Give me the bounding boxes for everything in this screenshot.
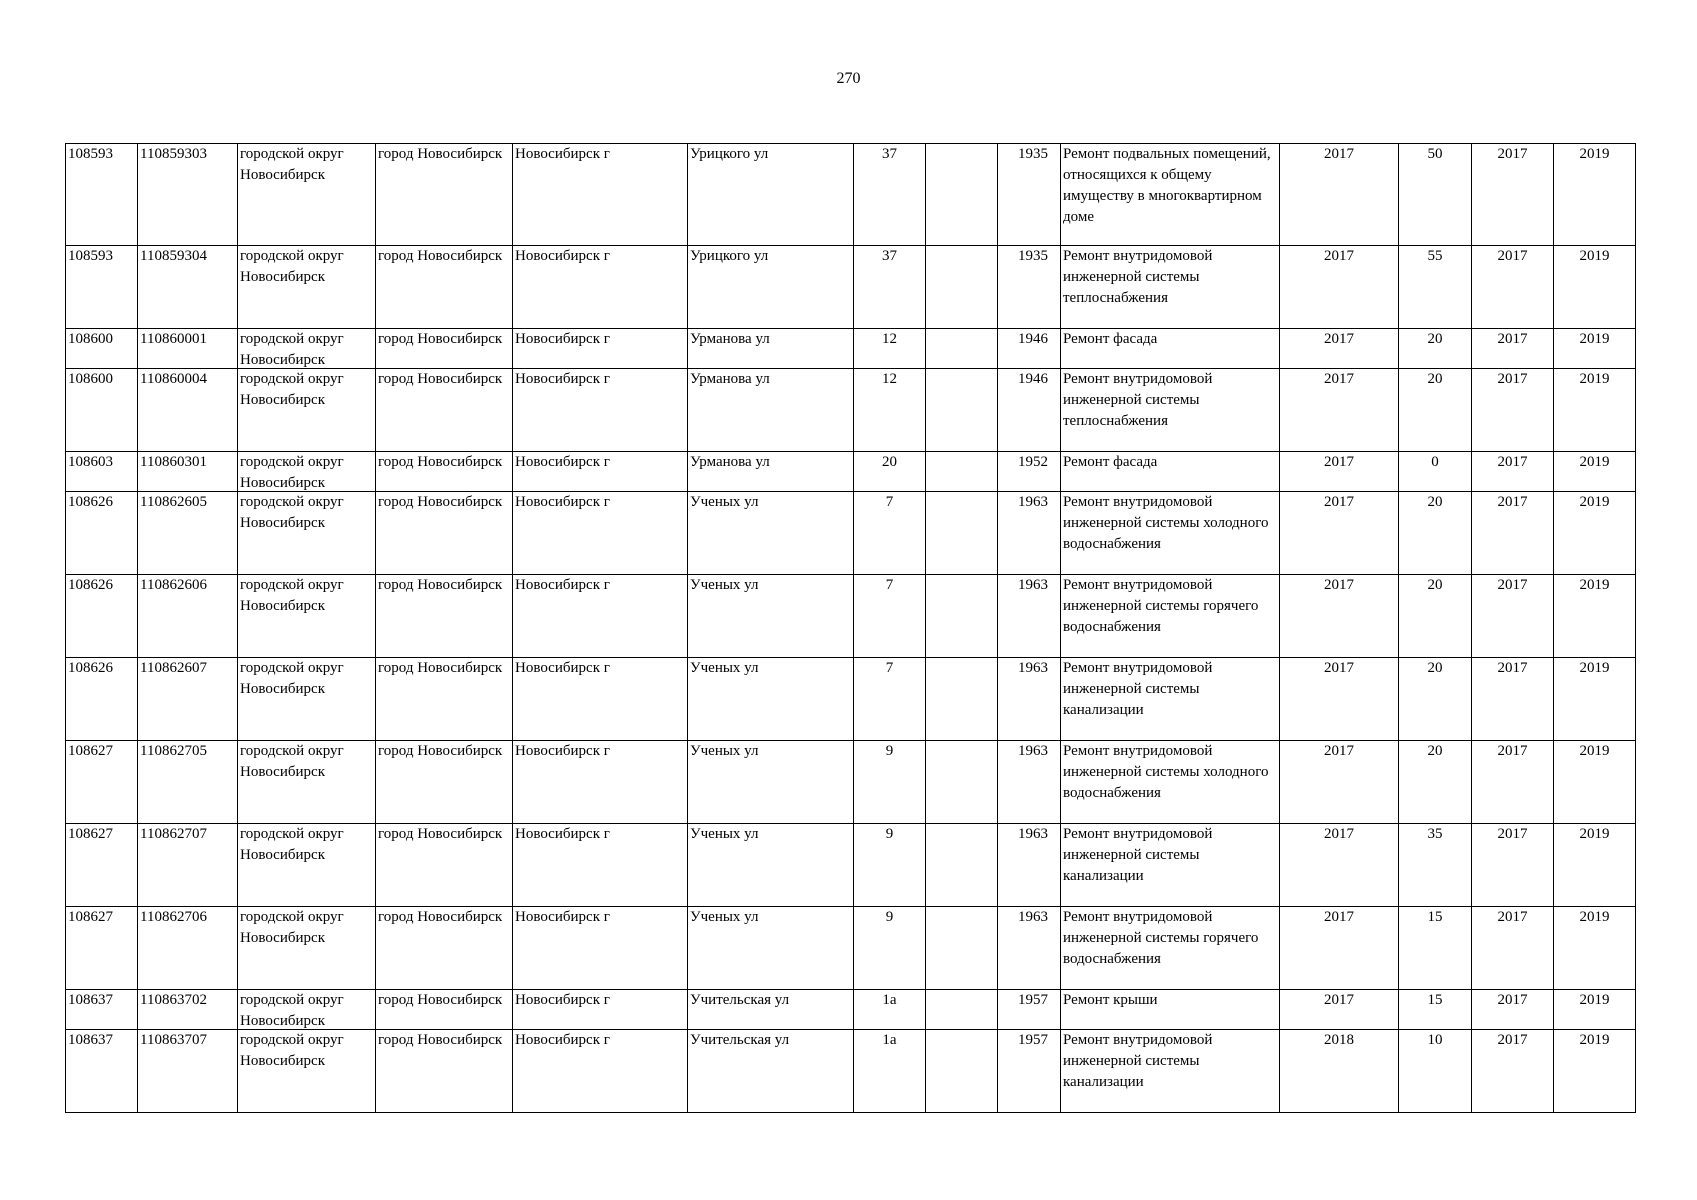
cell-korpus	[926, 741, 998, 824]
cell-year-built: 1963	[998, 907, 1061, 990]
cell-gorod	[376, 329, 513, 369]
cell-work: Ремонт внутридомовой инженерной системы горячего водоснабжения	[1061, 575, 1280, 658]
cell-work: Ремонт внутридомовой инженерной системы канализации	[1061, 1030, 1280, 1113]
cell-okrug	[238, 329, 376, 369]
cell-value: 20	[1399, 329, 1472, 369]
cell-settlement: Новосибирск г	[513, 144, 688, 246]
cell-work: Ремонт фасада	[1061, 329, 1280, 369]
cell-from: 2017	[1472, 369, 1554, 452]
cell-year-plan: 2017	[1280, 492, 1399, 575]
cell-street: Ученых ул	[688, 824, 854, 907]
cell-code: 110863707	[138, 1030, 238, 1113]
cell-house: 7	[854, 492, 926, 575]
cell-id: 108600	[66, 329, 138, 369]
cell-house: 1а	[854, 990, 926, 1030]
table-row	[66, 741, 1636, 824]
cell-street: Учительская ул	[688, 1030, 854, 1113]
cell-korpus	[926, 492, 998, 575]
cell-okrug: городской округ Новосибирск	[238, 492, 376, 575]
table-row	[66, 246, 1636, 329]
cell-year-built: 1957	[998, 990, 1061, 1030]
cell-house: 9	[854, 907, 926, 990]
cell-street: Ученых ул	[688, 907, 854, 990]
cell-settlement: Новосибирск г	[513, 824, 688, 907]
cell-work: Ремонт внутридомовой инженерной системы холодного водоснабжения	[1061, 492, 1280, 575]
cell-street: Ученых ул	[688, 575, 854, 658]
cell-id: 108627	[66, 741, 138, 824]
cell-gorod: город Новосибирск	[376, 741, 513, 824]
cell-gorod: город Новосибирск	[376, 1030, 513, 1113]
cell-year-built: 1963	[998, 658, 1061, 741]
cell-from: 2017	[1472, 329, 1554, 369]
cell-korpus	[926, 990, 998, 1030]
cell-year-plan: 2017	[1280, 824, 1399, 907]
cell-street: Урманова ул	[688, 452, 854, 492]
cell-value: 20	[1399, 741, 1472, 824]
cell-street: Урманова ул	[688, 369, 854, 452]
cell-year-built: 1963	[998, 492, 1061, 575]
cell-okrug	[238, 990, 376, 1030]
cell-id: 108637	[66, 1030, 138, 1113]
cell-okrug-text: городской округ Новосибирск	[240, 454, 344, 491]
cell-okrug: городской округ Новосибирск	[238, 369, 376, 452]
cell-korpus	[926, 1030, 998, 1113]
cell-work: Ремонт внутридомовой инженерной системы теплоснабжения	[1061, 246, 1280, 329]
cell-year-built: 1952	[998, 452, 1061, 492]
cell-to: 2019	[1554, 329, 1636, 369]
cell-gorod: город Новосибирск	[376, 824, 513, 907]
cell-value: 20	[1399, 492, 1472, 575]
cell-work: Ремонт внутридомовой инженерной системы канализации	[1061, 824, 1280, 907]
cell-to: 2019	[1554, 452, 1636, 492]
cell-house: 9	[854, 824, 926, 907]
cell-okrug: городской округ Новосибирск	[238, 658, 376, 741]
cell-okrug: городской округ Новосибирск	[238, 1030, 376, 1113]
cell-settlement: Новосибирск г	[513, 369, 688, 452]
cell-from: 2017	[1472, 658, 1554, 741]
cell-value: 20	[1399, 369, 1472, 452]
cell-korpus	[926, 575, 998, 658]
table-body	[66, 144, 1636, 1113]
cell-settlement: Новосибирск г	[513, 575, 688, 658]
cell-code: 110859303	[138, 144, 238, 246]
cell-work: Ремонт фасада	[1061, 452, 1280, 492]
cell-work: Ремонт внутридомовой инженерной системы холодного водоснабжения	[1061, 741, 1280, 824]
cell-code: 110860001	[138, 329, 238, 369]
cell-year-built: 1935	[998, 246, 1061, 329]
cell-value: 50	[1399, 144, 1472, 246]
cell-settlement: Новосибирск г	[513, 1030, 688, 1113]
cell-korpus	[926, 369, 998, 452]
cell-year-built: 1963	[998, 824, 1061, 907]
cell-id: 108603	[66, 452, 138, 492]
cell-okrug: городской округ Новосибирск	[238, 907, 376, 990]
cell-value: 15	[1399, 907, 1472, 990]
cell-year-plan: 2017	[1280, 369, 1399, 452]
cell-gorod: город Новосибирск	[376, 144, 513, 246]
cell-house: 37	[854, 144, 926, 246]
cell-settlement: Новосибирск г	[513, 741, 688, 824]
table-row	[66, 492, 1636, 575]
cell-from: 2017	[1472, 1030, 1554, 1113]
page-number: 270	[836, 70, 861, 87]
cell-id: 108627	[66, 907, 138, 990]
cell-code: 110859304	[138, 246, 238, 329]
cell-id: 108593	[66, 246, 138, 329]
table-row	[66, 1030, 1636, 1113]
cell-code: 110862706	[138, 907, 238, 990]
cell-house: 12	[854, 369, 926, 452]
cell-street: Урманова ул	[688, 329, 854, 369]
table-row	[66, 144, 1636, 246]
cell-code: 110862605	[138, 492, 238, 575]
cell-from: 2017	[1472, 824, 1554, 907]
cell-year-plan: 2017	[1280, 990, 1399, 1030]
cell-code: 110862606	[138, 575, 238, 658]
cell-to: 2019	[1554, 369, 1636, 452]
cell-gorod	[376, 990, 513, 1030]
cell-house: 12	[854, 329, 926, 369]
cell-from: 2017	[1472, 144, 1554, 246]
cell-from: 2017	[1472, 452, 1554, 492]
cell-year-built: 1957	[998, 1030, 1061, 1113]
cell-work: Ремонт внутридомовой инженерной системы канализации	[1061, 658, 1280, 741]
cell-gorod: город Новосибирск	[376, 575, 513, 658]
cell-korpus	[926, 144, 998, 246]
table-row	[66, 452, 1636, 492]
cell-gorod: город Новосибирск	[376, 369, 513, 452]
cell-okrug	[238, 452, 376, 492]
cell-from: 2017	[1472, 246, 1554, 329]
cell-code: 110860004	[138, 369, 238, 452]
table-row	[66, 575, 1636, 658]
cell-year-plan: 2017	[1280, 907, 1399, 990]
cell-value: 0	[1399, 452, 1472, 492]
cell-street: Урицкого ул	[688, 246, 854, 329]
cell-id: 108626	[66, 492, 138, 575]
cell-code: 110862705	[138, 741, 238, 824]
cell-id: 108600	[66, 369, 138, 452]
cell-to: 2019	[1554, 658, 1636, 741]
cell-value: 20	[1399, 658, 1472, 741]
cell-gorod: город Новосибирск	[376, 658, 513, 741]
cell-okrug: городской округ Новосибирск	[238, 144, 376, 246]
cell-year-built: 1946	[998, 369, 1061, 452]
cell-work: Ремонт внутридомовой инженерной системы горячего водоснабжения	[1061, 907, 1280, 990]
cell-value: 10	[1399, 1030, 1472, 1113]
cell-year-built: 1963	[998, 741, 1061, 824]
cell-from: 2017	[1472, 575, 1554, 658]
cell-okrug: городской округ Новосибирск	[238, 741, 376, 824]
cell-settlement: Новосибирск г	[513, 658, 688, 741]
table-row	[66, 824, 1636, 907]
registry-table	[65, 143, 1636, 1113]
cell-id: 108626	[66, 575, 138, 658]
cell-id: 108626	[66, 658, 138, 741]
cell-korpus	[926, 329, 998, 369]
cell-house: 1а	[854, 1030, 926, 1113]
cell-to: 2019	[1554, 1030, 1636, 1113]
cell-year-plan: 2017	[1280, 452, 1399, 492]
cell-from: 2017	[1472, 741, 1554, 824]
cell-korpus	[926, 246, 998, 329]
cell-id: 108627	[66, 824, 138, 907]
cell-code: 110862607	[138, 658, 238, 741]
cell-gorod-text: город Новосибирск	[378, 331, 503, 347]
cell-korpus	[926, 452, 998, 492]
cell-year-plan: 2017	[1280, 575, 1399, 658]
cell-settlement: Новосибирск г	[513, 492, 688, 575]
cell-year-plan: 2017	[1280, 246, 1399, 329]
cell-house: 20	[854, 452, 926, 492]
cell-to: 2019	[1554, 741, 1636, 824]
cell-street: Ученых ул	[688, 658, 854, 741]
cell-house: 37	[854, 246, 926, 329]
cell-from: 2017	[1472, 907, 1554, 990]
cell-work: Ремонт внутридомовой инженерной системы теплоснабжения	[1061, 369, 1280, 452]
table-row	[66, 369, 1636, 452]
cell-from: 2017	[1472, 990, 1554, 1030]
cell-year-built: 1963	[998, 575, 1061, 658]
cell-gorod	[376, 452, 513, 492]
cell-gorod: город Новосибирск	[376, 907, 513, 990]
cell-to: 2019	[1554, 824, 1636, 907]
cell-settlement: Новосибирск г	[513, 452, 688, 492]
cell-street: Урицкого ул	[688, 144, 854, 246]
cell-settlement: Новосибирск г	[513, 329, 688, 369]
cell-okrug-text: городской округ Новосибирск	[240, 992, 344, 1029]
cell-house: 9	[854, 741, 926, 824]
cell-id: 108593	[66, 144, 138, 246]
table-row	[66, 329, 1636, 369]
cell-to: 2019	[1554, 990, 1636, 1030]
cell-gorod-text: город Новосибирск	[378, 992, 503, 1008]
cell-id: 108637	[66, 990, 138, 1030]
cell-to: 2019	[1554, 492, 1636, 575]
cell-korpus	[926, 658, 998, 741]
cell-year-plan: 2017	[1280, 658, 1399, 741]
cell-okrug-text: городской округ Новосибирск	[240, 331, 344, 368]
cell-settlement: Новосибирск г	[513, 246, 688, 329]
cell-korpus	[926, 907, 998, 990]
cell-code: 110860301	[138, 452, 238, 492]
cell-year-built: 1935	[998, 144, 1061, 246]
cell-street: Учительская ул	[688, 990, 854, 1030]
cell-value: 55	[1399, 246, 1472, 329]
cell-value: 20	[1399, 575, 1472, 658]
cell-gorod: город Новосибирск	[376, 492, 513, 575]
cell-house: 7	[854, 575, 926, 658]
cell-korpus	[926, 824, 998, 907]
cell-to: 2019	[1554, 144, 1636, 246]
cell-okrug: городской округ Новосибирск	[238, 824, 376, 907]
table-row	[66, 658, 1636, 741]
cell-gorod: город Новосибирск	[376, 246, 513, 329]
cell-street: Ученых ул	[688, 492, 854, 575]
table-row	[66, 990, 1636, 1030]
cell-value: 35	[1399, 824, 1472, 907]
cell-value: 15	[1399, 990, 1472, 1030]
cell-year-plan: 2017	[1280, 144, 1399, 246]
table-row	[66, 907, 1636, 990]
cell-year-plan: 2017	[1280, 329, 1399, 369]
cell-settlement: Новосибирск г	[513, 990, 688, 1030]
cell-year-plan: 2017	[1280, 741, 1399, 824]
cell-from: 2017	[1472, 492, 1554, 575]
cell-code: 110863702	[138, 990, 238, 1030]
cell-year-built: 1946	[998, 329, 1061, 369]
cell-okrug: городской округ Новосибирск	[238, 246, 376, 329]
cell-to: 2019	[1554, 246, 1636, 329]
cell-code: 110862707	[138, 824, 238, 907]
cell-year-plan: 2018	[1280, 1030, 1399, 1113]
cell-to: 2019	[1554, 907, 1636, 990]
cell-gorod-text: город Новосибирск	[378, 454, 503, 470]
cell-settlement: Новосибирск г	[513, 907, 688, 990]
cell-okrug: городской округ Новосибирск	[238, 575, 376, 658]
cell-house: 7	[854, 658, 926, 741]
cell-to: 2019	[1554, 575, 1636, 658]
cell-work: Ремонт крыши	[1061, 990, 1280, 1030]
cell-work: Ремонт подвальных помещений, относящихся к общему имуществу в многоквартирном доме	[1061, 144, 1280, 246]
cell-street: Ученых ул	[688, 741, 854, 824]
